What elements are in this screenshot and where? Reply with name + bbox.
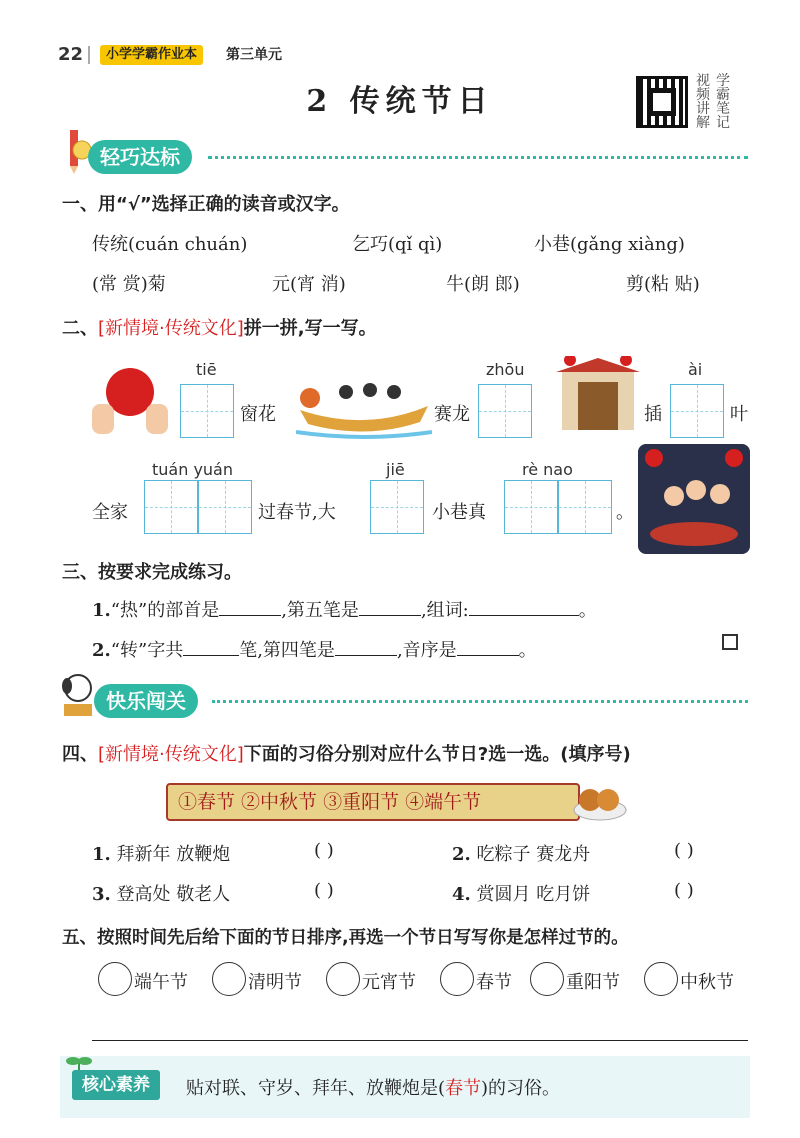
small-qr-icon[interactable] [722, 634, 738, 650]
q5-heading: 五、按照时间先后给下面的节日排序,再选一个节日写写你是怎样过节的。 [62, 928, 629, 948]
pinyin-renao: rè nao [522, 460, 573, 479]
order-circle[interactable] [530, 962, 564, 996]
q2-word: 窗花 [240, 404, 276, 425]
dragon-boat-image [296, 370, 432, 440]
answer-blank[interactable] [183, 638, 239, 656]
answer-paren[interactable]: ( ) [314, 840, 334, 861]
pinyin-zhou: zhōu [486, 360, 525, 379]
q4-tag: [新情境·传统文化] [98, 744, 244, 765]
answer-blank[interactable] [335, 638, 397, 656]
q4-item: 4. 赏圆月 吃月饼 [452, 884, 591, 905]
mooncake-icon [572, 776, 628, 824]
answer-spring-festival: 春节 [445, 1078, 482, 1099]
q3-heading: 三、按要求完成练习。 [62, 562, 242, 583]
q2-word: 过春节,大 [258, 502, 336, 523]
q2-word: 。 [616, 502, 634, 523]
q3-item-2: 2.“转”字共 笔,第四笔是 ,音序是 。 [92, 640, 537, 661]
order-circle[interactable] [644, 962, 678, 996]
answer-paren[interactable]: ( ) [674, 880, 694, 901]
qr-label-notes: 学霸笔记 [716, 73, 730, 131]
q2-word: 赛龙 [434, 404, 470, 425]
order-circle[interactable] [326, 962, 360, 996]
writing-line[interactable] [92, 1040, 748, 1041]
q2-word: 叶 [730, 404, 748, 425]
q1-item: 牛(朗 郎) [446, 274, 520, 295]
paper-cut-image [88, 362, 172, 436]
writing-box[interactable] [198, 480, 252, 534]
writing-box[interactable] [180, 384, 234, 438]
writing-box[interactable] [478, 384, 532, 438]
section-badge-challenge: 快乐闯关 [94, 684, 198, 718]
page-title: 2 传统节日 [306, 84, 494, 119]
qr-label-video: 视频讲解 [696, 73, 710, 131]
pinyin-jie: jiē [386, 460, 405, 479]
festival-label: 清明节 [248, 972, 302, 993]
section-divider [208, 156, 748, 159]
festival-options-banner: ①春节 ②中秋节 ③重阳节 ④端午节 [166, 783, 580, 821]
festival-label: 端午节 [134, 972, 188, 993]
unit-label: 第三单元 [226, 47, 282, 63]
writing-box[interactable] [370, 480, 424, 534]
q1-heading: 一、用“√”选择正确的读音或汉字。 [62, 194, 350, 215]
core-literacy-badge: 核心素养 [72, 1070, 160, 1100]
order-circle[interactable] [440, 962, 474, 996]
puppy-reader-icon [58, 672, 98, 720]
q4-heading: 四、[新情境·传统文化]下面的习俗分别对应什么节日?选一选。(填序号) [62, 744, 631, 765]
q4-item: 1. 拜新年 放鞭炮 [92, 844, 231, 865]
order-circle[interactable] [98, 962, 132, 996]
answer-paren[interactable]: ( ) [674, 840, 694, 861]
pinyin-tuanyuan: tuán yuán [152, 460, 233, 479]
answer-blank[interactable] [219, 598, 281, 616]
answer-blank[interactable] [359, 598, 421, 616]
q2-tag: [新情境·传统文化] [98, 318, 244, 339]
q1-item: 元(宵 消) [272, 274, 346, 295]
q2-word: 小巷真 [432, 502, 486, 523]
q4-item: 3. 登高处 敬老人 [92, 884, 231, 905]
order-circle[interactable] [212, 962, 246, 996]
door-mugwort-image [556, 356, 640, 438]
answer-blank[interactable] [469, 598, 579, 616]
qr-code-finder [648, 88, 676, 116]
q4-item: 2. 吃粽子 赛龙舟 [452, 844, 591, 865]
festival-label: 重阳节 [566, 972, 620, 993]
writing-box[interactable] [558, 480, 612, 534]
q1-item: 传统(cuán chuán) [92, 234, 248, 255]
q1-item: (常 赏)菊 [92, 274, 166, 295]
core-literacy-text: 贴对联、守岁、拜年、放鞭炮是(春节)的习俗。 [186, 1078, 561, 1099]
section-divider [212, 700, 748, 703]
writing-box[interactable] [670, 384, 724, 438]
q3-item-1: 1.“热”的部首是 ,第五笔是 ,组词: 。 [92, 600, 597, 621]
writing-box[interactable] [144, 480, 198, 534]
book-tag: 小学学霸作业本 [100, 45, 203, 65]
header-divider [88, 46, 90, 64]
answer-paren[interactable]: ( ) [314, 880, 334, 901]
q2-word: 插 [644, 404, 662, 425]
page-number: 22 [58, 44, 84, 65]
family-dinner-image [638, 444, 750, 554]
pencil-cat-icon [58, 128, 92, 176]
section-badge-easy: 轻巧达标 [88, 140, 192, 174]
q1-item: 小巷(gǎng xiàng) [534, 234, 685, 255]
festival-label: 中秋节 [680, 972, 734, 993]
q2-heading: 二、[新情境·传统文化]拼一拼,写一写。 [62, 318, 377, 339]
q1-item: 乞巧(qǐ qì) [352, 234, 443, 255]
q1-item: 剪(粘 贴) [626, 274, 700, 295]
writing-box[interactable] [504, 480, 558, 534]
pinyin-ai: ài [688, 360, 703, 379]
q2-word: 全家 [92, 502, 128, 523]
festival-label: 元宵节 [362, 972, 416, 993]
answer-blank[interactable] [457, 638, 519, 656]
festival-label: 春节 [476, 972, 512, 993]
pinyin-tie: tiē [196, 360, 217, 379]
